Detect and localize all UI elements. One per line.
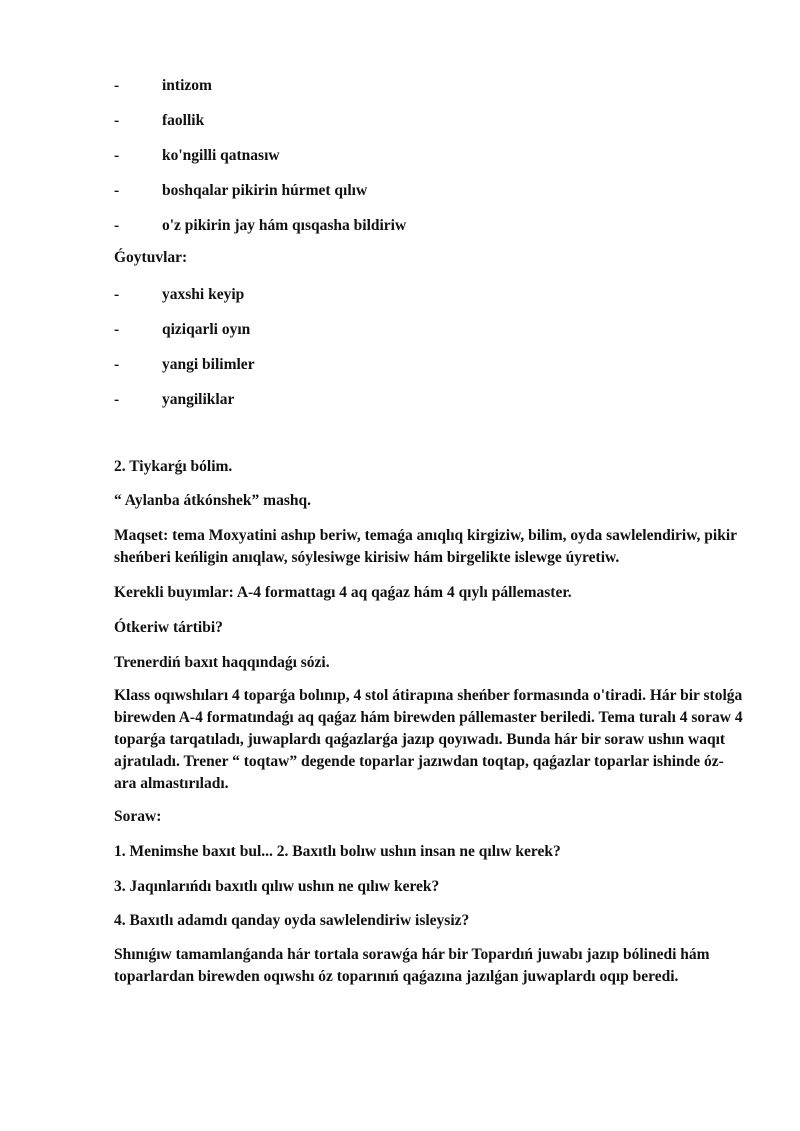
list-item-text: yangi bilimler: [162, 356, 255, 373]
bullet-dash: -: [114, 147, 120, 164]
klass-paragraph: Klass oqıwshıları 4 toparǵa bolınıp, 4 stol átirapına sheńber formasında o'tiradi. Hár bir stolǵa birewden A-4 formatındaǵı aq qaǵaz hám birewden pállemaster beriledi. Tema turalı 4 soraw 4 toparǵa tarqatıladı, juwaplardı qaǵazlarǵa jazıp qoyıwadı. Bunda hár bir soraw ushın waqıt ajratıladı. Trener “ toqtaw” degende toparlar jazıwdan toqtap, qaǵazlar toparlar ishinde óz-ara almastırıladı.: [114, 687, 743, 792]
goytuvlar-heading: Ǵoytuvlar:: [114, 249, 188, 266]
list-item-text: boshqalar pikirin húrmet qılıw: [162, 182, 368, 199]
bullet-dash: -: [114, 217, 120, 234]
list-item-text: o'z pikirin jay hám qısqasha bildiriw: [162, 217, 407, 234]
question-1-2: 1. Menimshe baxıt bul... 2. Baxıtlı bolıw ushın insan ne qılıw kerek?: [114, 843, 561, 860]
kerekli-paragraph: Kerekli buyımlar: A-4 formattagı 4 aq qaǵaz hám 4 qıylı pállemaster.: [114, 584, 572, 601]
list-item-text: intizom: [162, 77, 212, 94]
bullet-dash: -: [114, 391, 120, 408]
section-heading: 2. Tiykarǵı bólim.: [114, 458, 233, 475]
maqset-paragraph: Maqset: tema Moxyatini ashıp beriw, temaǵa anıqlıq kirgiziw, bilim, oyda sawlelendiriw, pikir sheńberi keńligin anıqlaw, sóylesiwge kirisiw hám birgelikte islewge úyretiw.: [114, 527, 737, 566]
bullet-dash: -: [114, 321, 120, 338]
trener-paragraph: Trenerdiń baxıt haqqındaǵı sózi.: [114, 654, 330, 671]
question-4: 4. Baxıtlı adamdı qanday oyda sawlelendiriw isleysiz?: [114, 912, 470, 929]
final-paragraph: Shınıǵıw tamamlanǵanda hár tortala sorawǵa hár bir Topardıń juwabı jazıp bólinedi hám toparlardan birewden oqıwshı óz toparınıń qaǵazına jazılǵan juwaplardı oqıp beredi.: [114, 946, 710, 985]
list-item-text: ko'ngilli qatnasıw: [162, 147, 280, 164]
bullet-dash: -: [114, 356, 120, 373]
bullet-dash: -: [114, 112, 120, 129]
list-item-text: yangiliklar: [162, 391, 235, 408]
bullet-dash: -: [114, 77, 120, 94]
bullet-dash: -: [114, 286, 120, 303]
question-3: 3. Jaqınlarıńdı baxıtlı qılıw ushın ne qılıw kerek?: [114, 878, 440, 895]
bullet-dash: -: [114, 182, 120, 199]
exercise-name: “ Aylanba átkónshek” mashq.: [114, 492, 311, 509]
list-item-text: yaxshi keyip: [162, 286, 245, 303]
list-item-text: faollik: [162, 112, 205, 129]
list-item-text: qiziqarli oyın: [162, 321, 251, 338]
soraw-heading: Soraw:: [114, 808, 162, 825]
otkeriw-heading: Ótkeriw tártibi?: [114, 619, 223, 636]
